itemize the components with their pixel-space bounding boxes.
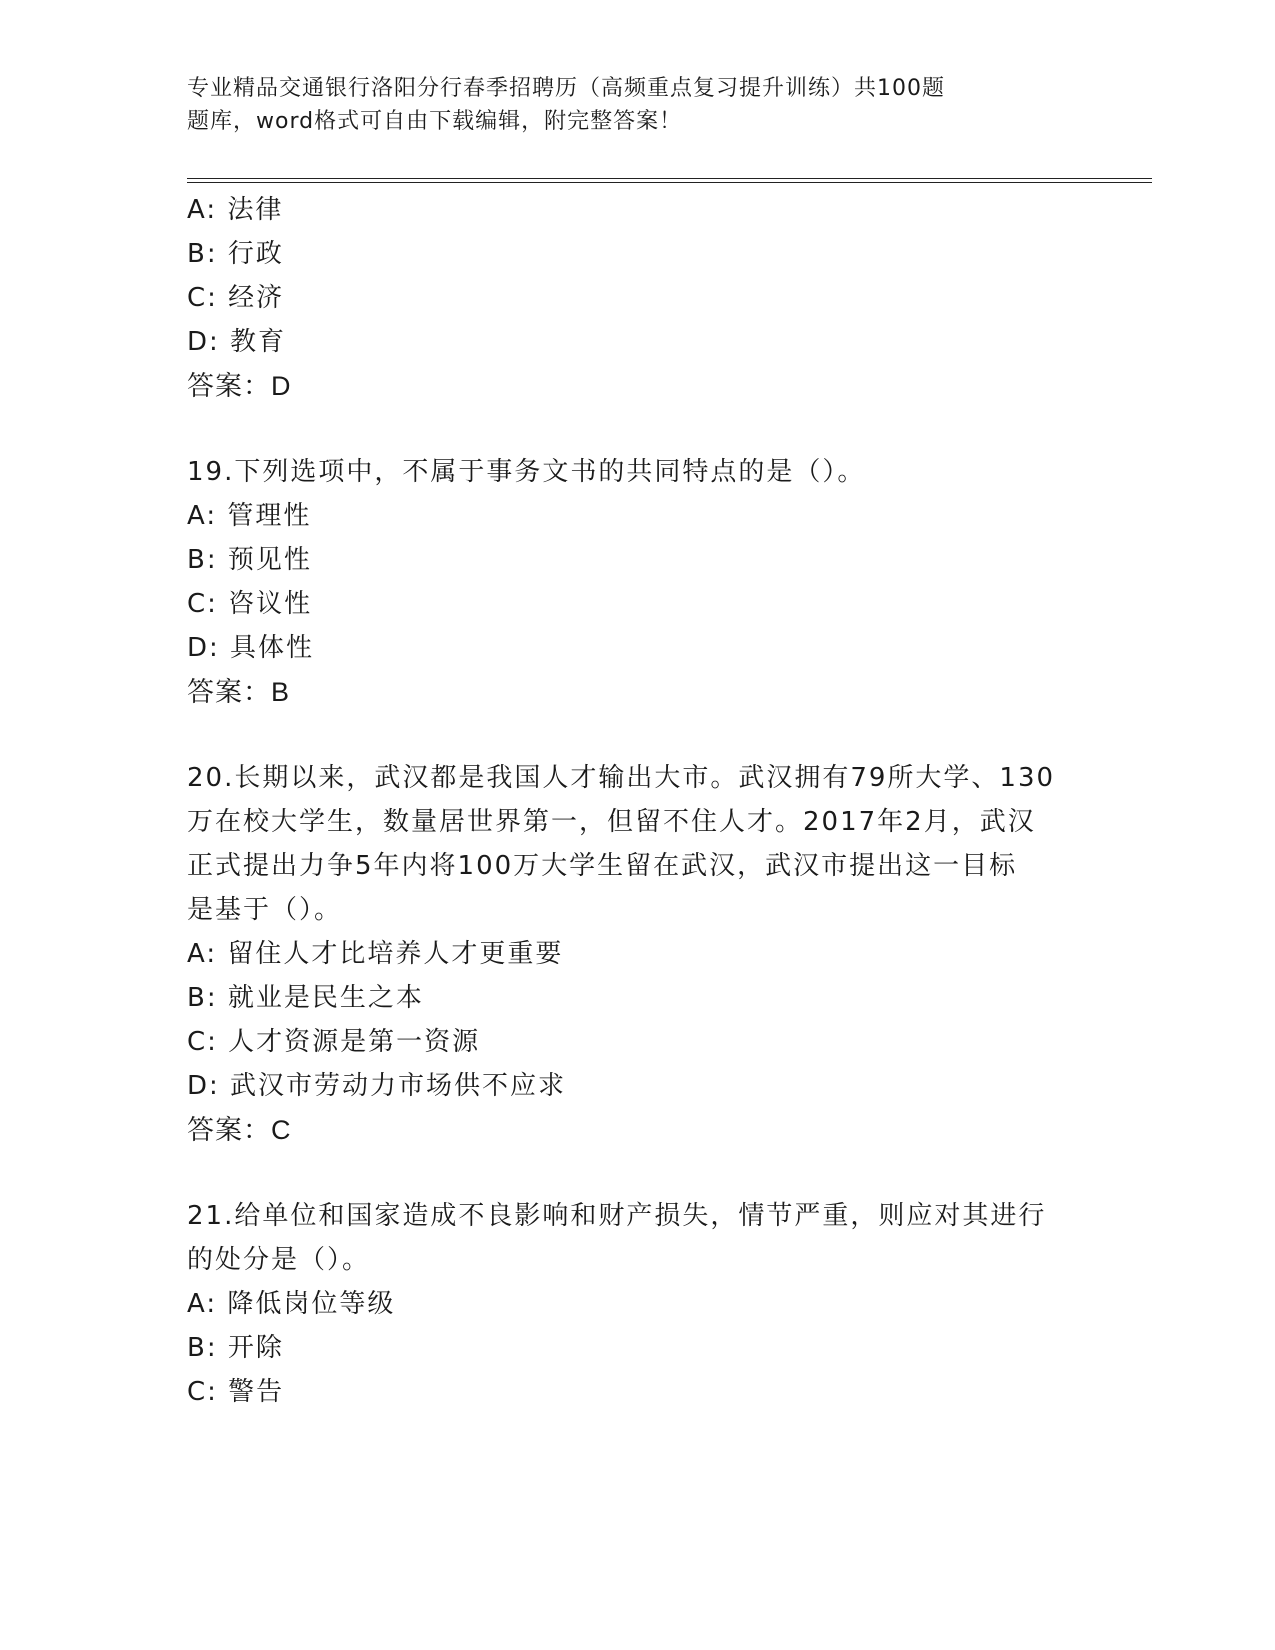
q21-option-b: B: 开除 (187, 1333, 284, 1363)
q20-stem-line-3: 正式提出力争5年内将100万大学生留在武汉，武汉市提出这一目标 (187, 851, 1018, 881)
q18-option-a: A: 法律 (187, 195, 284, 225)
q18-option-b: B: 行政 (187, 239, 284, 269)
document-header (187, 72, 1047, 138)
q19-option-b: B: 预见性 (187, 545, 312, 575)
q20-stem-line-4: 是基于（）。 (187, 895, 343, 925)
q20-option-c: C: 人才资源是第一资源 (187, 1027, 481, 1057)
q21-option-c: C: 警告 (187, 1377, 285, 1407)
q20-answer: 答案：C (187, 1115, 292, 1145)
q20-stem-line-2: 万在校大学生，数量居世界第一，但留不住人才。2017年2月，武汉 (187, 807, 1036, 837)
header-divider (187, 178, 1152, 183)
q20-stem-line-1: 20.长期以来，武汉都是我国人才输出大市。武汉拥有79所大学、130 (187, 763, 1056, 793)
q20-option-a: A: 留住人才比培养人才更重要 (187, 939, 564, 969)
q21-stem-line-1: 21.给单位和国家造成不良影响和财产损失，情节严重，则应对其进行 (187, 1201, 1047, 1231)
q18-option-d: D: 教育 (187, 327, 287, 357)
header-title-line-2: 题库，word格式可自由下载编辑，附完整答案！ (187, 109, 683, 134)
q21-stem-line-2: 的处分是（）。 (187, 1245, 371, 1275)
q18-option-c: C: 经济 (187, 283, 285, 313)
q21-option-a: A: 降低岗位等级 (187, 1289, 396, 1319)
q19-option-a: A: 管理性 (187, 501, 312, 531)
q20-option-b: B: 就业是民生之本 (187, 983, 424, 1013)
q18-answer: 答案：D (187, 371, 292, 401)
q20-option-d: D: 武汉市劳动力市场供不应求 (187, 1071, 567, 1101)
q19-option-d: D: 具体性 (187, 633, 315, 663)
q19-option-c: C: 咨议性 (187, 589, 313, 619)
q19-answer: 答案：B (187, 677, 291, 707)
header-title-line-1: 专业精品交通银行洛阳分行春季招聘历（高频重点复习提升训练）共100题 (187, 76, 945, 101)
q19-stem: 19.下列选项中，不属于事务文书的共同特点的是（）。 (187, 457, 866, 487)
